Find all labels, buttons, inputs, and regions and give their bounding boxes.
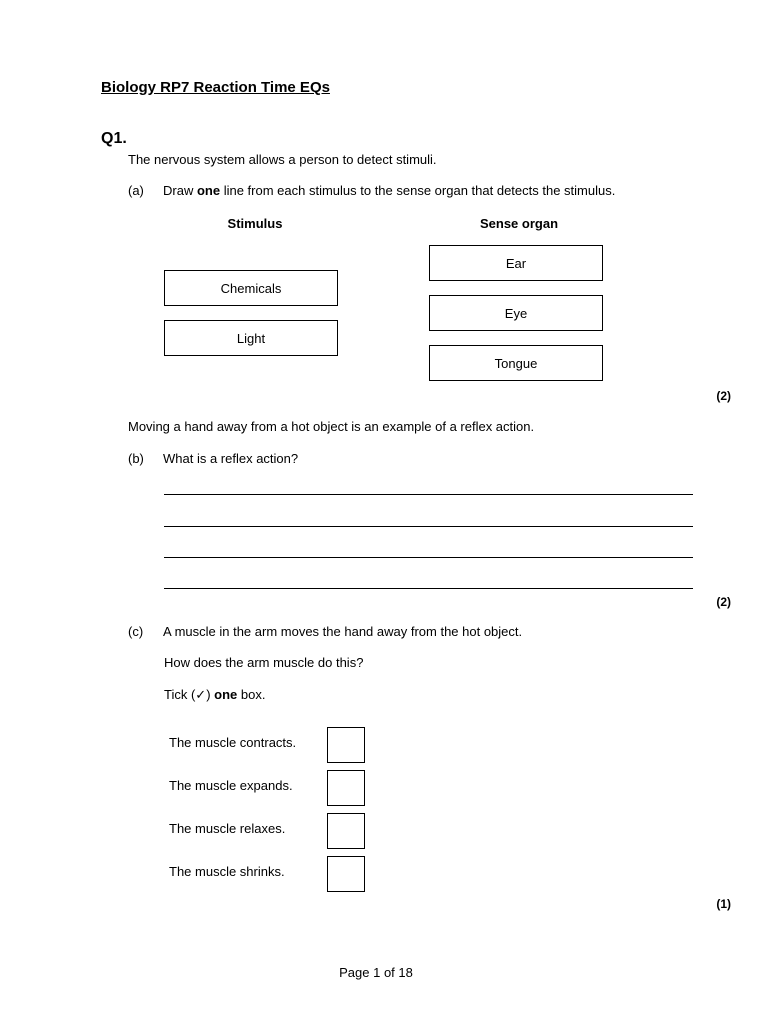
part-a-label: (a) (128, 183, 144, 198)
part-b-question: What is a reflex action? (163, 451, 299, 466)
organ-box-eye: Eye (429, 295, 603, 331)
tick-text-bold: one (214, 687, 238, 702)
stimulus-box-chemicals: Chemicals (164, 270, 338, 306)
part-c-label: (c) (128, 624, 144, 639)
part-c-subquestion: How does the arm muscle do this? (164, 655, 364, 670)
part-a-text-post: line from each stimulus to the sense organ that detects the stimulus. (220, 183, 616, 198)
page-footer: Page 1 of 18 (339, 965, 413, 980)
organ-box-tongue: Tongue (429, 345, 603, 381)
tick-box-expands[interactable] (327, 770, 365, 806)
tick-box-contracts[interactable] (327, 727, 365, 763)
part-a-text-pre: Draw (163, 183, 197, 198)
part-b-label: (b) (128, 451, 144, 466)
reflex-intro: Moving a hand away from a hot object is an example of a reflex action. (128, 419, 535, 434)
answer-line-3[interactable] (164, 557, 693, 558)
part-c-text: A muscle in the arm moves the hand away from the hot object. (163, 624, 523, 639)
stimulus-box-light: Light (164, 320, 338, 356)
tick-text-post: box. (237, 687, 266, 702)
tick-mark-icon: ✓ (195, 687, 207, 702)
part-a-marks: (2) (716, 389, 731, 403)
organ-box-ear: Ear (429, 245, 603, 281)
answer-line-4[interactable] (164, 588, 693, 589)
part-b-marks: (2) (716, 595, 731, 609)
part-a-text-bold: one (196, 183, 221, 198)
option-label-relaxes: The muscle relaxes. (169, 821, 286, 836)
tick-box-relaxes[interactable] (327, 813, 365, 849)
question-intro: The nervous system allows a person to detect stimuli. (128, 152, 437, 167)
tick-text-pre: Tick ( (164, 687, 196, 702)
tick-instruction (164, 687, 265, 703)
tick-text-mid: ) (206, 687, 215, 702)
sense-organ-heading: Sense organ (479, 216, 559, 231)
question-number: Q1. (101, 130, 127, 147)
document-title: Biology RP7 Reaction Time EQs (101, 79, 330, 96)
option-label-contracts: The muscle contracts. (169, 735, 297, 750)
stimulus-heading: Stimulus (227, 216, 283, 231)
part-c-marks: (1) (716, 897, 731, 911)
part-a-instruction (163, 183, 615, 199)
answer-line-2[interactable] (164, 526, 693, 527)
option-label-expands: The muscle expands. (169, 778, 293, 793)
answer-line-1[interactable] (164, 494, 693, 495)
option-label-shrinks: The muscle shrinks. (169, 864, 285, 879)
tick-box-shrinks[interactable] (327, 856, 365, 892)
